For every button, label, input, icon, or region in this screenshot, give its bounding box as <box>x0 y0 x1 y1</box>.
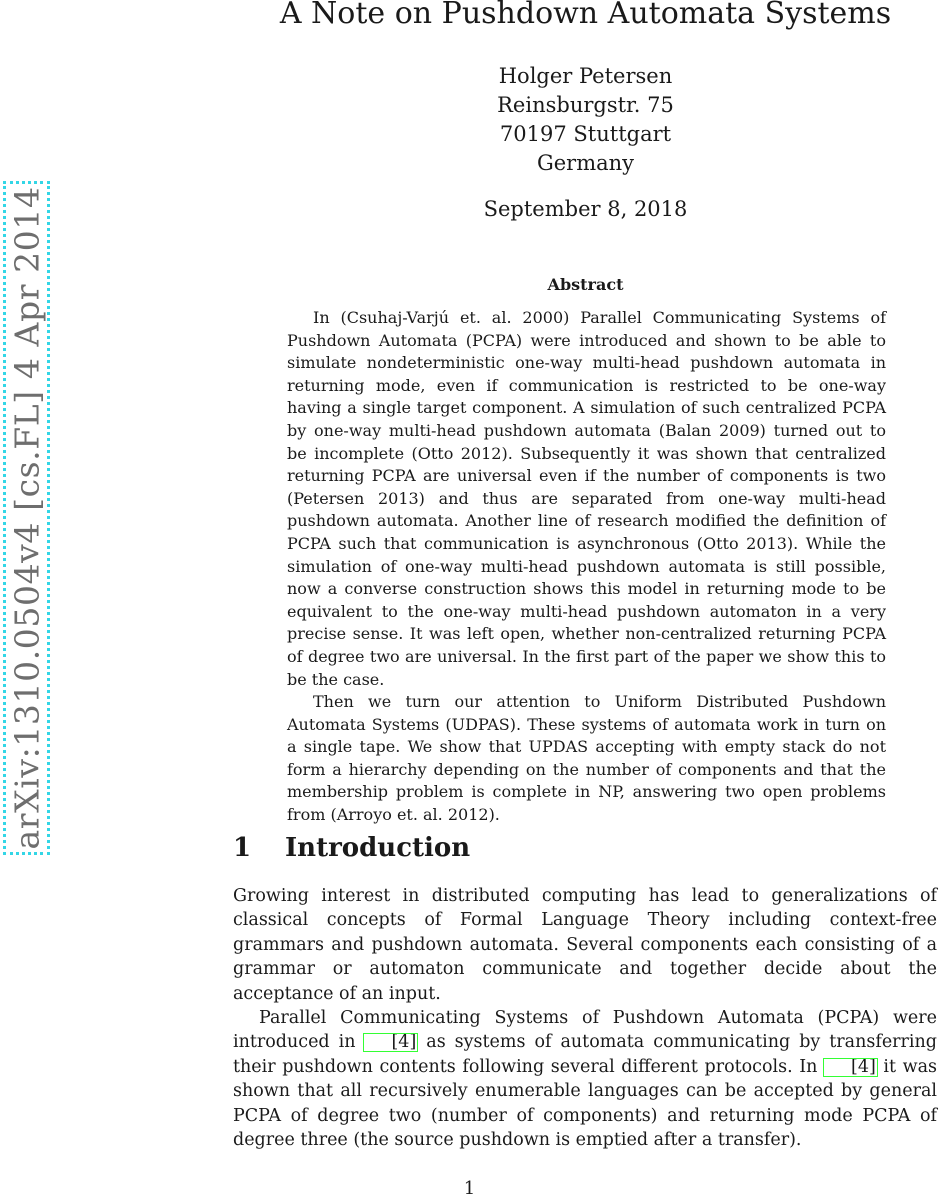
abstract-heading: Abstract <box>547 275 624 294</box>
section-title: Introduction <box>285 833 471 863</box>
abstract-paragraph: In (Csuhaj-Varjú et. al. 2000) Parallel Communicating Systems of Pushdown Automata (PCPA) were introduced and shown to be able to simulate nondeterministic one-way multi-head pushdown automata in returning mode, even if communication is restricted to be one-way having a single target component. A simulation of such centralized PCPA by one-way multi-head pushdown automata (Balan 2009) turned out to be incomplete (Otto 2012). Subsequently it was shown that centralized returning PCPA are universal even if the number of components is two (Petersen 2013) and thus are separated from one-way multi-head pushdown automata. Another line of research modified the definition of PCPA such that communication is asynchronous (Otto 2013). While the simulation of one-way multi-head pushdown automata is still possible, now a converse construction shows this model in returning mode to be equivalent to the one-way multi-head pushdown automaton in a very precise sense. It was left open, whether non-centralized returning PCPA of degree two are universal. In the first part of the paper we show this to be the case. <box>287 308 886 689</box>
author-name: Holger Petersen <box>498 64 673 88</box>
intro-paragraph <box>233 1006 937 1152</box>
introduction-body <box>233 884 937 1152</box>
citation-link[interactable]: [4] <box>824 1059 877 1076</box>
citation-link[interactable]: [4] <box>364 1034 417 1051</box>
intro-text: it was shown that all recursively enumerable languages can be accepted by general PCPA of degree two (number of components) and returning mode PCPA of degree three (the source pushdown is emptied after a transfer). <box>233 1056 937 1151</box>
page-number: 1 <box>463 1178 476 1199</box>
paper-title: A Note on Pushdown Automata Systems <box>279 0 892 31</box>
author-country: Germany <box>536 151 635 175</box>
intro-paragraph: Growing interest in distributed computing has lead to generalizations of classical concepts of Formal Language Theory including context-free grammars and pushdown automata. Several components each consisting of a grammar or automaton communicate and together decide about the acceptance of an input. <box>233 886 937 1004</box>
intro-text: Parallel Communicating Systems of Pushdown Automata (PCPA) were introduced in <box>233 1008 937 1053</box>
author-city: 70197 Stuttgart <box>499 122 672 146</box>
author-street: Reinsburgstr. 75 <box>497 93 674 117</box>
author-block <box>430 62 741 178</box>
paper-date: September 8, 2018 <box>483 197 688 221</box>
section-heading <box>233 833 470 863</box>
arxiv-stamp[interactable]: arXiv:1310.0504v4 [cs.FL] 4 Apr 2014 <box>7 186 47 850</box>
abstract-paragraph: Then we turn our attention to Uniform Distributed Pushdown Automata Systems (UDPAS). These systems of automata work in turn on a single tape. We show that UPDAS accepting with empty stack do not form a hierarchy depending on the number of components and that the membership problem is complete in NP, answering two open problems from (Arroyo et. al. 2012). <box>287 692 886 825</box>
intro-text: as systems of automata communicating by transferring their pushdown contents following several different protocols. In <box>233 1032 937 1077</box>
abstract-body <box>287 307 886 827</box>
section-number: 1 <box>233 833 252 863</box>
